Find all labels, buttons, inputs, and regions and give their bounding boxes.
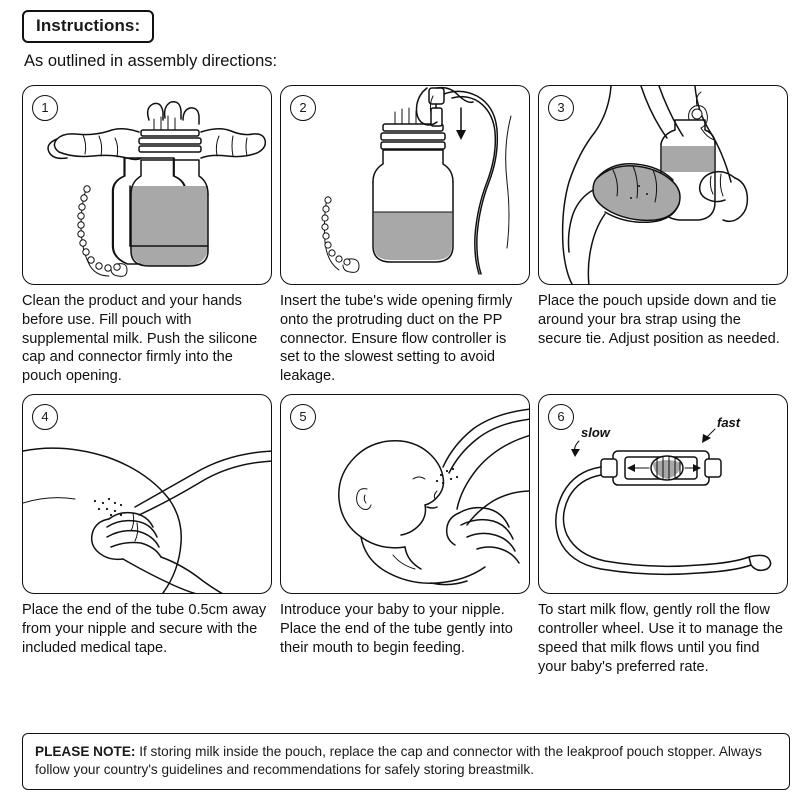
page-title: Instructions: (36, 16, 141, 35)
page-subtitle: As outlined in assembly directions: (24, 52, 278, 70)
step-number-badge: 1 (32, 95, 58, 121)
step-caption: Introduce your baby to your nipple. Place the end of the tube gently into their mouth to begin feeding. (280, 602, 513, 656)
hands-filling-pouch-icon (23, 86, 272, 285)
step-caption: Place the end of the tube 0.5cm away from your nipple and secure with the included medical tape. (22, 602, 267, 656)
step-caption: Clean the product and your hands before use. Fill pouch with supplemental milk. Push the silicone cap and connector firmly into the pouch opening. (22, 293, 258, 385)
step-item (22, 85, 274, 386)
step-number-badge: 6 (548, 404, 574, 430)
slow-label: slow (581, 425, 610, 441)
step-caption: Insert the tube's wide opening firmly onto the protruding duct on the PP connector. Ensure flow controller is set to the slowest setting to avoid leakage. (280, 293, 513, 385)
please-note-text: If storing milk inside the pouch, replace the cap and connector with the leakproof pouch stopper. Always follow your country's guidelines and recommendations for safely storing breastmilk. (35, 744, 762, 778)
please-note-box (22, 733, 790, 790)
step-item (538, 394, 790, 676)
step-4-illustration (22, 394, 272, 594)
steps-grid (22, 85, 790, 676)
please-note-label: PLEASE NOTE: (35, 744, 136, 759)
tape-tube-near-nipple-icon (23, 395, 272, 594)
step-item (22, 394, 274, 676)
step-number-badge: 4 (32, 404, 58, 430)
step-caption: To start milk flow, gently roll the flow controller wheel. Use it to manage the speed that milk flows until you find your baby's preferred rate. (538, 602, 783, 675)
tie-pouch-to-bra-strap-icon (539, 86, 788, 285)
attach-tube-to-connector-icon (281, 86, 530, 285)
instructions-header-box (22, 10, 154, 43)
step-number-badge: 2 (290, 95, 316, 121)
step-item (280, 85, 532, 386)
step-2-illustration (280, 85, 530, 285)
step-number-badge: 3 (548, 95, 574, 121)
step-1-illustration (22, 85, 272, 285)
step-6-illustration (538, 394, 788, 594)
step-number-badge: 5 (290, 404, 316, 430)
fast-label: fast (717, 415, 741, 431)
step-3-illustration (538, 85, 788, 285)
baby-latching-icon (281, 395, 530, 594)
flow-controller-wheel-icon (539, 395, 788, 594)
step-5-illustration (280, 394, 530, 594)
step-caption: Place the pouch upside down and tie around your bra strap using the secure tie. Adjust position as needed. (538, 293, 780, 347)
step-item (538, 85, 790, 386)
step-item (280, 394, 532, 676)
